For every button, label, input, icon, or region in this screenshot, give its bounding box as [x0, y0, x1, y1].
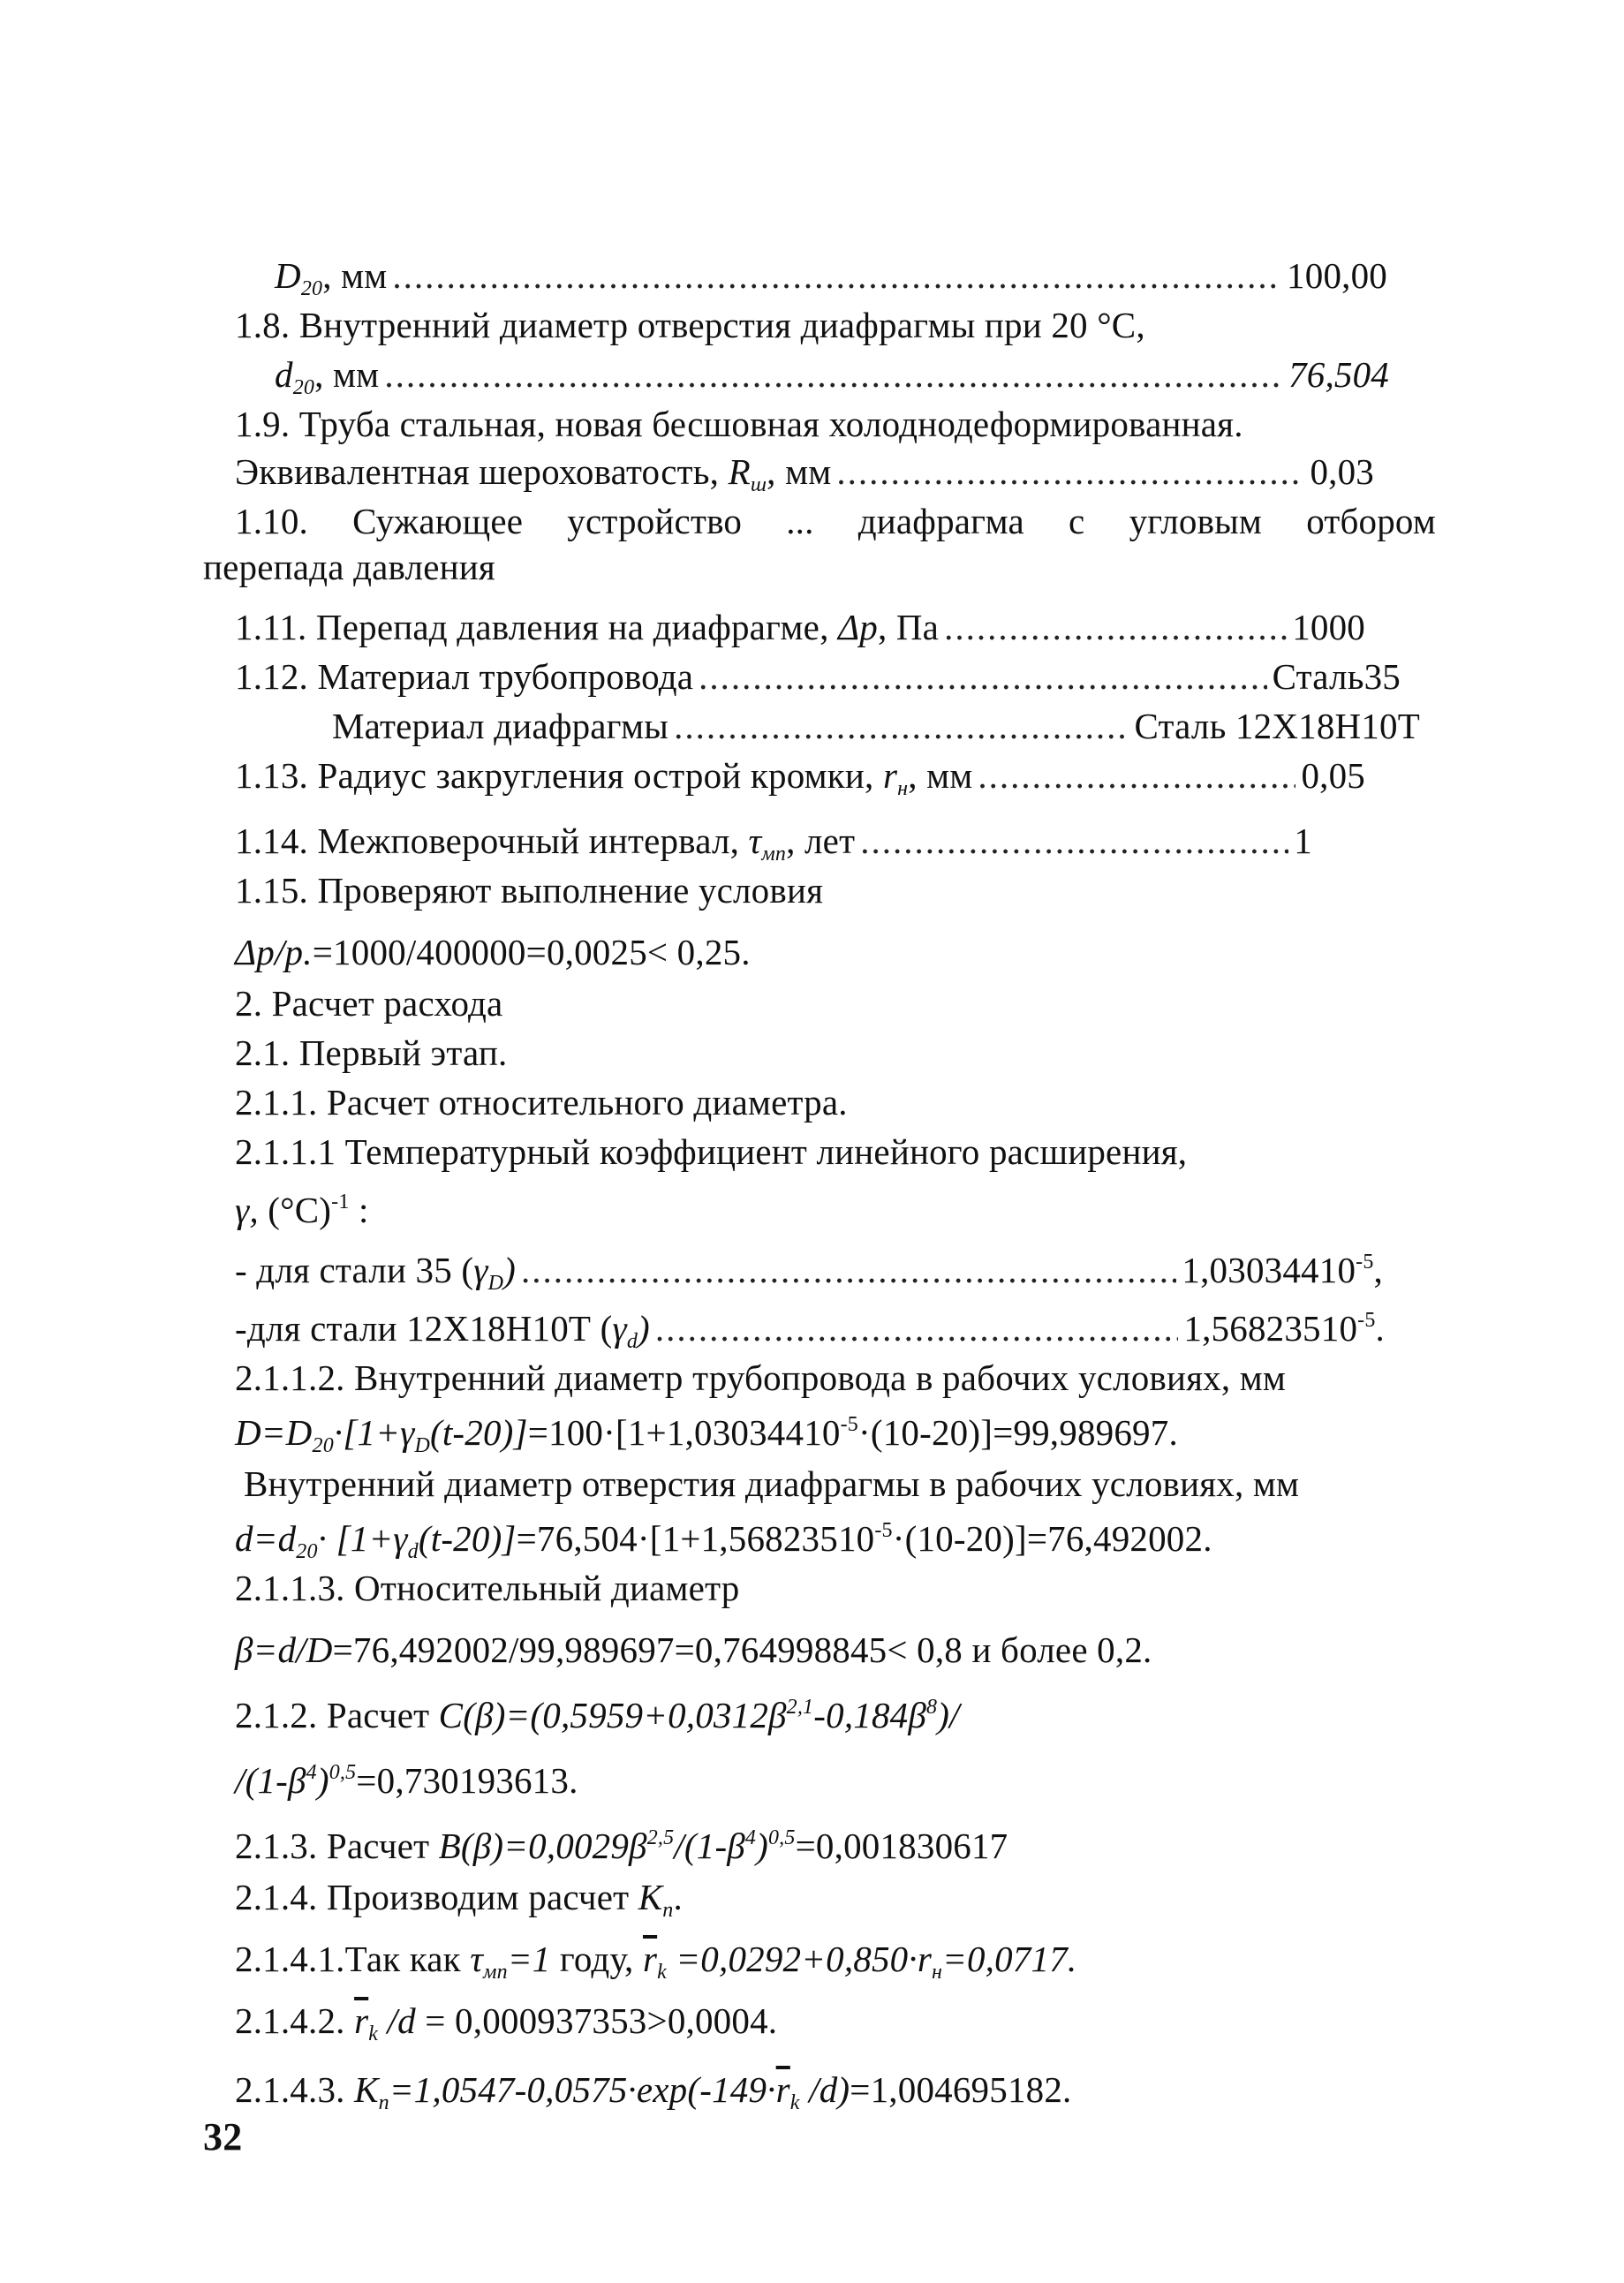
text: 1.15. Проверяют выполнение условия	[235, 870, 824, 911]
line-gamma-steel12x18	[235, 1307, 1385, 1353]
value: 1,56823510	[1183, 1308, 1358, 1349]
subscript: п	[378, 2091, 389, 2114]
formula: -0,184β	[813, 1695, 926, 1735]
item-1-9	[235, 403, 1243, 445]
leader-dots	[384, 353, 1283, 396]
subscript: k	[368, 2022, 379, 2045]
subscript: d	[626, 1330, 638, 1353]
line-d20-small	[275, 353, 1389, 399]
text: Материал диафрагмы	[332, 706, 669, 746]
formula: d=d	[235, 1518, 297, 1559]
text: .	[673, 1877, 683, 1917]
line-interval	[235, 820, 1312, 866]
superscript: 8	[926, 1696, 938, 1719]
text: 1.11. Перепад давления на диафрагме,	[235, 607, 838, 647]
subscript: мп	[761, 843, 787, 866]
leader-dots	[655, 1307, 1178, 1349]
formula: =0,0292+0,850·r	[666, 1939, 932, 1979]
symbol: Δp	[837, 607, 878, 647]
formula: B(β)=0,0029β	[438, 1826, 647, 1866]
text: - для стали 35 (	[235, 1250, 474, 1290]
formula-value: =76,504·[1+1,56823510	[516, 1518, 875, 1559]
item-1-10	[235, 500, 1436, 542]
section-2-1-1-3	[235, 1567, 739, 1609]
internal-diameter-diaphragm	[244, 1463, 1299, 1505]
formula-value: =0,730193613.	[356, 1760, 578, 1801]
formula: =0,0717.	[942, 1939, 1077, 1979]
value: 1,03034410	[1182, 1250, 1356, 1290]
value: 100,00	[1287, 255, 1387, 296]
subscript: k	[657, 1961, 667, 1984]
item-1-15	[235, 869, 823, 911]
formula-B-beta	[235, 1825, 1008, 1867]
superscript: -5	[874, 1519, 893, 1542]
formula-beta	[235, 1629, 1152, 1671]
section-2-1-1	[235, 1081, 848, 1123]
superscript: 0,5	[329, 1761, 357, 1784]
value: Сталь 12Х18Н10Т	[1134, 706, 1420, 746]
leader-dots	[521, 1249, 1176, 1291]
formula-C-beta-cont	[235, 1759, 578, 1802]
subscript: 20	[296, 1540, 318, 1563]
leader-dots	[836, 450, 1304, 493]
line-pipe-material	[235, 655, 1401, 698]
text: году,	[550, 1939, 643, 1979]
value: 0,03	[1310, 451, 1374, 492]
leader-dots	[699, 655, 1266, 698]
text: .	[1375, 1308, 1385, 1349]
subscript: D	[487, 1272, 504, 1295]
formula-value: ·(10-20)]=76,492002.	[892, 1518, 1212, 1559]
symbol: γ	[612, 1308, 627, 1349]
text: 2.1.4.1.Так как	[235, 1939, 471, 1979]
formula: (t-20)]	[429, 1412, 528, 1453]
section-2-1-4-3	[235, 2068, 1072, 2114]
item-1-8	[235, 304, 1145, 346]
formula: β=d/D	[235, 1629, 333, 1670]
formula: =1	[507, 1939, 551, 1979]
gamma-unit	[235, 1189, 369, 1231]
text: , мм	[314, 354, 380, 395]
text: :	[349, 1190, 369, 1230]
superscript: -5	[1356, 1251, 1374, 1274]
text: Эквивалентная шероховатость,	[235, 451, 729, 492]
line-gamma-steel35	[235, 1249, 1383, 1295]
formula-value: =76,492002/99,989697=0,764998845< 0,8 и более 0,2.	[332, 1629, 1152, 1670]
formula: /(1-β	[235, 1760, 306, 1801]
text: , Па	[877, 607, 940, 647]
superscript: 4	[744, 1826, 757, 1849]
leader-dots	[944, 606, 1287, 648]
symbol: γ	[473, 1250, 488, 1290]
r-k-symbol: $\overline{r}$	[642, 1939, 658, 1979]
r-k-symbol: $\overline{r}$	[354, 2000, 369, 2041]
text: , мм	[767, 451, 832, 492]
formula: K	[354, 2069, 379, 2110]
formula: D=D	[235, 1412, 313, 1453]
formula-value: ·(10-20)]=99,989697.	[858, 1412, 1178, 1453]
subscript: мп	[483, 1961, 508, 1984]
superscript: 0,5	[767, 1826, 796, 1849]
formula-C-beta	[235, 1694, 960, 1736]
symbol: γ,	[235, 1190, 259, 1230]
superscript: -1	[331, 1191, 350, 1213]
section-2-1	[235, 1032, 507, 1074]
line-d20	[275, 254, 1387, 300]
formula-value: =0,001830617	[795, 1826, 1008, 1866]
text: 1.9. Труба стальная, новая бесшовная холоднодеформированная.	[235, 404, 1243, 444]
text: D	[275, 255, 301, 296]
line-pressure-drop	[235, 606, 1365, 648]
subscript: d	[407, 1540, 419, 1563]
value: 0,05	[1301, 755, 1365, 796]
page-number-text: 32	[203, 2115, 243, 2158]
formula-value: = 0,000937353>0,0004.	[415, 2000, 778, 2041]
line-diaphragm-material	[332, 705, 1420, 747]
heading: 2.1. Первый этап.	[235, 1032, 508, 1073]
value: 1	[1294, 820, 1312, 861]
formula-value: =1000/400000=0,0025< 0,25.	[312, 932, 751, 972]
text: , лет	[786, 820, 856, 861]
text: 1.13. Радиус закругления острой кромки,	[235, 755, 883, 796]
text: 2.1.1.3. Относительный диаметр	[235, 1568, 740, 1608]
formula: /(1-β	[674, 1826, 745, 1866]
superscript: 2,5	[646, 1826, 675, 1849]
subscript: 20	[312, 1434, 334, 1457]
symbol: R	[728, 451, 751, 492]
text: ,	[1373, 1250, 1383, 1290]
subscript: п	[662, 1899, 674, 1922]
section-2	[235, 982, 502, 1024]
section-2-1-4	[235, 1876, 683, 1922]
subscript: D	[414, 1434, 430, 1457]
formula: )	[756, 1826, 768, 1866]
heading: 2.1.1. Расчет относительного диаметра.	[235, 1082, 848, 1123]
formula-value: =1,004695182.	[850, 2069, 1072, 2110]
text: 2.1.2. Расчет	[235, 1695, 439, 1735]
formula-D	[235, 1411, 1178, 1457]
item-1-10-cont	[203, 546, 495, 588]
text: , мм	[908, 755, 973, 796]
symbol: τ	[748, 820, 762, 861]
text: 2.1.1.1 Температурный коэффициент линейного расширения,	[235, 1131, 1188, 1172]
superscript: -5	[840, 1413, 859, 1436]
text: Внутренний диаметр отверстия диафрагмы в рабочих условиях, мм	[244, 1463, 1300, 1504]
line-roughness	[235, 450, 1374, 496]
text: 1.8. Внутренний диаметр отверстия диафрагмы при 20 °С,	[235, 305, 1145, 345]
text: d	[275, 354, 293, 395]
formula: )	[316, 1760, 329, 1801]
leader-dots	[392, 254, 1281, 297]
superscript: 2,1	[786, 1696, 814, 1719]
r-k-symbol: $\overline{r}$	[775, 2069, 790, 2110]
formula: C(β)=(0,5959+0,0312β	[438, 1695, 787, 1735]
leader-dots	[860, 820, 1288, 862]
formula: /d)	[799, 2069, 850, 2110]
formula: ·[1+γ	[333, 1412, 415, 1453]
symbol: K	[638, 1877, 663, 1917]
text: 2.1.4.2.	[235, 2000, 355, 2041]
page-number	[203, 2116, 242, 2158]
superscript: -5	[1357, 1309, 1376, 1332]
formula-value: =100·[1+1,03034410	[527, 1412, 841, 1453]
text: 2.1.4.3.	[235, 2069, 355, 2110]
section-2-1-4-2	[235, 2000, 778, 2045]
formula: /d	[378, 2000, 416, 2041]
leader-dots	[978, 754, 1295, 797]
text: )	[638, 1308, 650, 1349]
superscript: 4	[306, 1761, 317, 1784]
text: , мм	[322, 255, 388, 296]
text: )	[503, 1250, 517, 1290]
section-2-1-1-1	[235, 1130, 1187, 1173]
subscript: 20	[300, 277, 323, 300]
formula: =1,0547-0,0575·exp(-149·	[389, 2069, 776, 2110]
formula: (t-20)]	[418, 1518, 517, 1559]
text: 1.10. Сужающее устройство ... диафрагма с угловым отбором	[235, 501, 1436, 541]
text: -для стали 12Х18Н10Т (	[235, 1308, 613, 1349]
condition-formula	[235, 931, 751, 973]
text: 1.12. Материал трубопровода	[235, 656, 694, 697]
formula: )/	[937, 1695, 960, 1735]
text: (°С)	[258, 1190, 332, 1230]
text: 1.14. Межповерочный интервал,	[235, 820, 749, 861]
text: 2.1.3. Расчет	[235, 1826, 439, 1866]
heading: 2. Расчет расхода	[235, 983, 503, 1024]
leader-dots	[674, 705, 1129, 747]
formula: Δp/p.	[235, 932, 313, 972]
subscript: 20	[292, 376, 315, 399]
line-edge-radius	[235, 754, 1365, 800]
text: 2.1.4. Производим расчет	[235, 1877, 638, 1917]
subscript: н	[897, 777, 909, 800]
subscript: н	[931, 1961, 943, 1984]
symbol: τ	[470, 1939, 484, 1979]
value: Сталь35	[1272, 656, 1401, 697]
value: 1000	[1292, 607, 1365, 647]
subscript: k	[789, 2091, 800, 2114]
symbol: r	[882, 755, 898, 796]
formula: · [1+γ	[317, 1518, 408, 1559]
formula-d	[235, 1517, 1212, 1563]
section-2-1-1-2	[235, 1357, 1286, 1399]
value: 76,504	[1288, 354, 1389, 395]
section-2-1-4-1	[235, 1938, 1077, 1984]
subscript: ш	[750, 473, 767, 496]
text: 2.1.1.2. Внутренний диаметр трубопровода в рабочих условиях, мм	[235, 1357, 1287, 1398]
text: перепада давления	[203, 547, 495, 587]
